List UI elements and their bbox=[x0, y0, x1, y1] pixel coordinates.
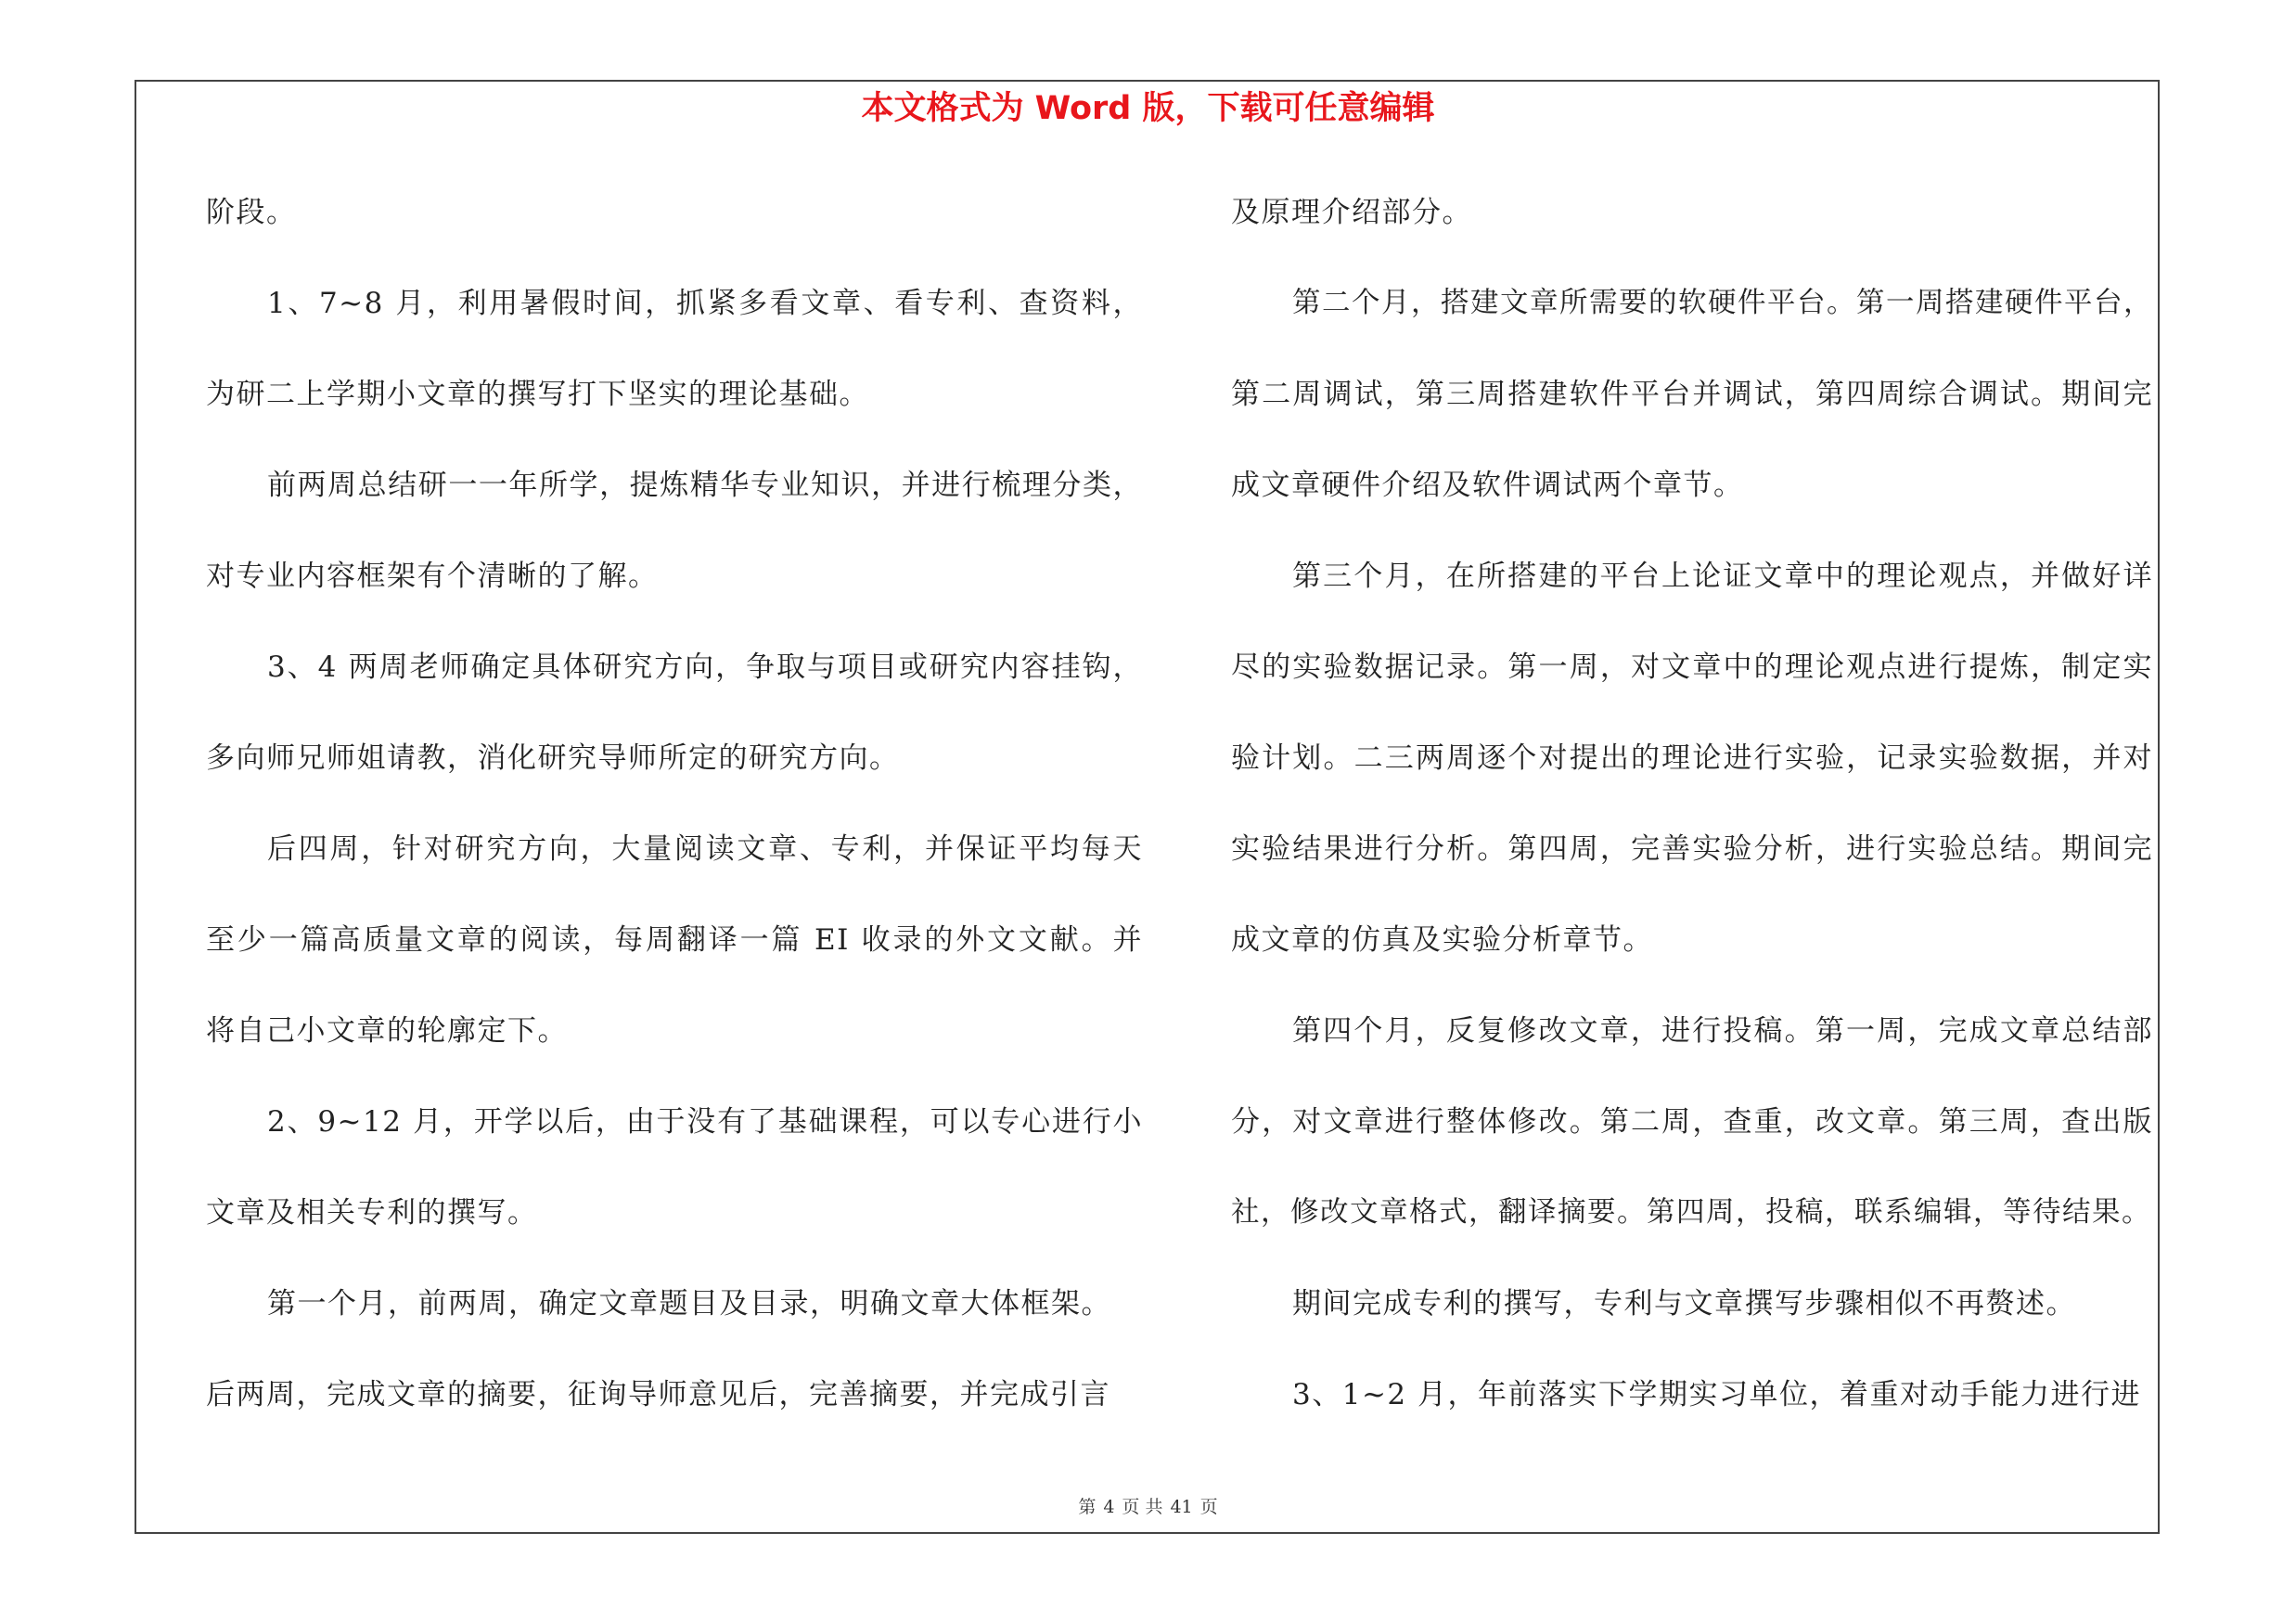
text-line: 验计划。二三两周逐个对提出的理论进行实验，记录实验数据，并对 bbox=[1231, 741, 2153, 775]
header-banner: 本文格式为 Word 版，下载可任意编辑 bbox=[861, 90, 1435, 127]
text-line: 2、9~12 月，开学以后，由于没有了基础课程，可以专心进行小 bbox=[267, 1105, 1143, 1139]
page-suffix: 页 bbox=[1199, 1497, 1218, 1517]
text-line: 文章及相关专利的撰写。 bbox=[206, 1196, 538, 1230]
page-current: 4 bbox=[1103, 1497, 1115, 1517]
text-line: 将自己小文章的轮廓定下。 bbox=[206, 1014, 568, 1048]
text-line: 尽的实验数据记录。第一周，对文章中的理论观点进行提炼，制定实 bbox=[1231, 650, 2153, 684]
text-line: 第四个月，反复修改文章，进行投稿。第一周，完成文章总结部 bbox=[1292, 1014, 2153, 1048]
text-line: 多向师兄师姐请教，消化研究导师所定的研究方向。 bbox=[206, 741, 900, 775]
text-line: 为研二上学期小文章的撰写打下坚实的理论基础。 bbox=[206, 378, 869, 411]
text-line: 第二周调试，第三周搭建软件平台并调试，第四周综合调试。期间完 bbox=[1231, 378, 2153, 411]
page-total: 41 bbox=[1170, 1497, 1193, 1517]
text-line: 前两周总结研一一年所学，提炼精华专业知识，并进行梳理分类， bbox=[267, 469, 1143, 502]
page-mid: 页 共 bbox=[1122, 1497, 1163, 1517]
text-line: 至少一篇高质量文章的阅读，每周翻译一篇 EI 收录的外文文献。并 bbox=[206, 923, 1143, 957]
text-line: 社，修改文章格式，翻译摘要。第四周，投稿，联系编辑，等待结果。 bbox=[1231, 1196, 2151, 1229]
page-number-footer bbox=[0, 1496, 2296, 1518]
text-line: 实验结果进行分析。第四周，完善实验分析，进行实验总结。期间完 bbox=[1231, 832, 2153, 866]
text-line: 第三个月，在所搭建的平台上论证文章中的理论观点，并做好详 bbox=[1292, 560, 2153, 593]
page-prefix: 第 bbox=[1078, 1497, 1097, 1517]
text-line: 3、4 两周老师确定具体研究方向，争取与项目或研究内容挂钩， bbox=[267, 650, 1143, 684]
text-line: 后两周，完成文章的摘要，征询导师意见后，完善摘要，并完成引言 bbox=[206, 1378, 1110, 1411]
text-line: 3、1~2 月，年前落实下学期实习单位，着重对动手能力进行进 bbox=[1292, 1378, 2141, 1411]
text-line: 后四周，针对研究方向，大量阅读文章、专利，并保证平均每天 bbox=[267, 832, 1143, 866]
text-line: 阶段。 bbox=[206, 196, 297, 229]
left-text-column bbox=[206, 182, 1143, 1455]
text-line: 1、7~8 月，利用暑假时间，抓紧多看文章、看专利、查资料， bbox=[267, 287, 1143, 320]
text-line: 成文章的仿真及实验分析章节。 bbox=[1231, 923, 1653, 957]
text-line: 分，对文章进行整体修改。第二周，查重，改文章。第三周，查出版 bbox=[1231, 1105, 2153, 1139]
text-line: 期间完成专利的撰写，专利与文章撰写步骤相似不再赘述。 bbox=[1292, 1287, 2076, 1320]
text-line: 及原理介绍部分。 bbox=[1231, 196, 1472, 229]
text-line: 第一个月，前两周，确定文章题目及目录，明确文章大体框架。 bbox=[267, 1287, 1111, 1320]
text-line: 对专业内容框架有个清晰的了解。 bbox=[206, 560, 659, 593]
text-line: 第二个月，搭建文章所需要的软硬件平台。第一周搭建硬件平台， bbox=[1292, 287, 2153, 319]
right-text-column bbox=[1231, 182, 2153, 1455]
text-line: 成文章硬件介绍及软件调试两个章节。 bbox=[1231, 469, 1744, 502]
